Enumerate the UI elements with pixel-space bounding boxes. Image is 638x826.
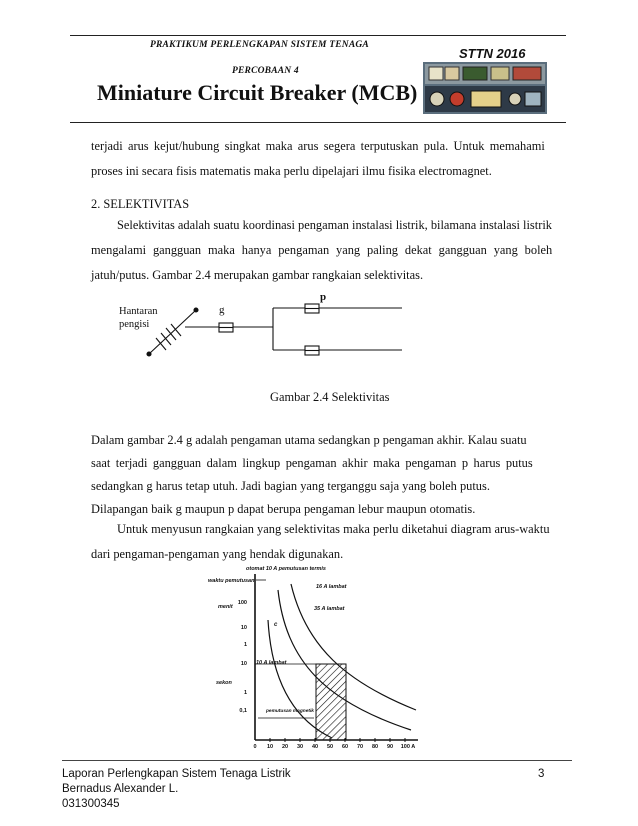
paragraph-3-line-4: Dilapangan baik g maupun p dapat berupa pengaman lebur maupun otomatis. [91,502,476,516]
x-tick-5: 50 [326,744,334,750]
current-time-graph [196,562,436,752]
selectivity-circuit-diagram [140,296,410,366]
x-tick-0: 0 [253,744,257,750]
institution-label: STTN 2016 [459,46,526,61]
paragraph-4-line-2: dari pengaman-pengaman yang hendak digunakan. [91,547,344,561]
footer-info [62,767,291,812]
figure-caption: Gambar 2.4 Selektivitas [270,390,390,404]
x-tick-2: 20 [281,744,289,750]
paragraph-1-line-1: terjadi arus kejut/hubung singkat maka arus segera terputuskan pula. Untuk memahami [91,139,545,153]
footer-rule [62,760,572,761]
paragraph-3-line-3: sedangkan g harus tetap utuh. Jadi bagian yang terganggu saja yang boleh putus. [91,479,490,493]
footer-report-title: Laporan Perlengkapan Sistem Tenaga Listrik [62,768,291,780]
x-tick-3: 30 [296,744,304,750]
source-bus-line [149,310,196,354]
x-tick-4: 40 [311,744,319,750]
footer-author: Bernadus Alexander L. [62,783,179,795]
y-tick-0: 100 [237,600,247,606]
source-label: Hantaran pengisi [119,306,158,330]
paragraph-2-line-3: jatuh/putus. Gambar 2.4 merupakan gambar rangkaian selektivitas. [91,268,424,282]
y-tick-1: 10 [240,625,247,631]
graph-label-time: waktu pemutusan [208,578,255,584]
paragraph-3-line-1: Dalam gambar 2.4 g adalah pengaman utama sedangkan p pengaman akhir. Kalau suatu [91,433,527,447]
course-title: PRAKTIKUM PERLENGKAPAN SISTEM TENAGA [150,40,369,50]
paragraph-4 [91,517,562,567]
graph-label-c: c [274,622,278,628]
paragraph-1 [91,134,562,184]
graph-label-menit: menit [218,604,233,610]
header-bottom-rule [70,122,566,123]
page-title: Miniature Circuit Breaker (MCB) [97,80,418,105]
control-panel-photo [423,62,547,114]
x-tick-1: 10 [266,744,274,750]
paragraph-3-line-2: saat terjadi gangguan dalam lingkup pengaman akhir maka pengaman p harus putus [91,456,533,470]
graph-label-16: 16 A lambat [316,584,347,590]
y-tick-3: 10 [240,661,247,667]
graph-label-35: 35 A lambat [314,606,345,612]
fuse-g-label: g [219,304,225,316]
curve-35a [291,584,416,710]
section-heading: 2. SELEKTIVITAS [91,197,190,211]
paragraph-3 [91,429,562,521]
x-tick-7: 70 [356,744,364,750]
source-terminal-upper [194,308,198,312]
graph-label-auto: otomat 10 A pemutusan termis [246,566,326,572]
graph-hatched-region [316,664,346,740]
y-tick-5: 0,1 [239,708,247,714]
x-tick-6: 60 [341,744,349,750]
paragraph-4-line-1: Untuk menyusun rangkaian yang selektivitas maka perlu diketahui diagram arus-waktu [117,522,550,536]
x-tick-9: 90 [386,744,394,750]
x-tick-10: 100 A [400,744,416,750]
paragraph-2 [91,213,562,288]
page-number: 3 [538,768,545,780]
graph-label-sekon: sekon [216,680,232,686]
source-terminal-lower [147,352,151,356]
paragraph-2-line-2: mengalami gangguan maka hanya pengaman yang paling dekat gangguan yang boleh [91,243,553,257]
header-top-rule [70,35,566,36]
fuse-p-label: p [320,291,327,303]
experiment-label: PERCOBAAN 4 [232,66,299,76]
y-tick-4: 1 [243,690,247,696]
graph-label-mag: pemutusan magnetik [266,709,314,714]
graph-label-10: 10 A lambat [256,660,287,666]
paragraph-2-line-1: Selektivitas adalah suatu koordinasi pengaman instalasi listrik, bilamana instalasi listrik [117,218,552,232]
footer-student-id: 031300345 [62,798,120,810]
y-tick-2: 1 [243,642,247,648]
paragraph-1-line-2: proses ini secara fisis matematis maka perlu dipelajari ilmu fisika electromagnet. [91,164,492,178]
x-tick-8: 80 [371,744,379,750]
